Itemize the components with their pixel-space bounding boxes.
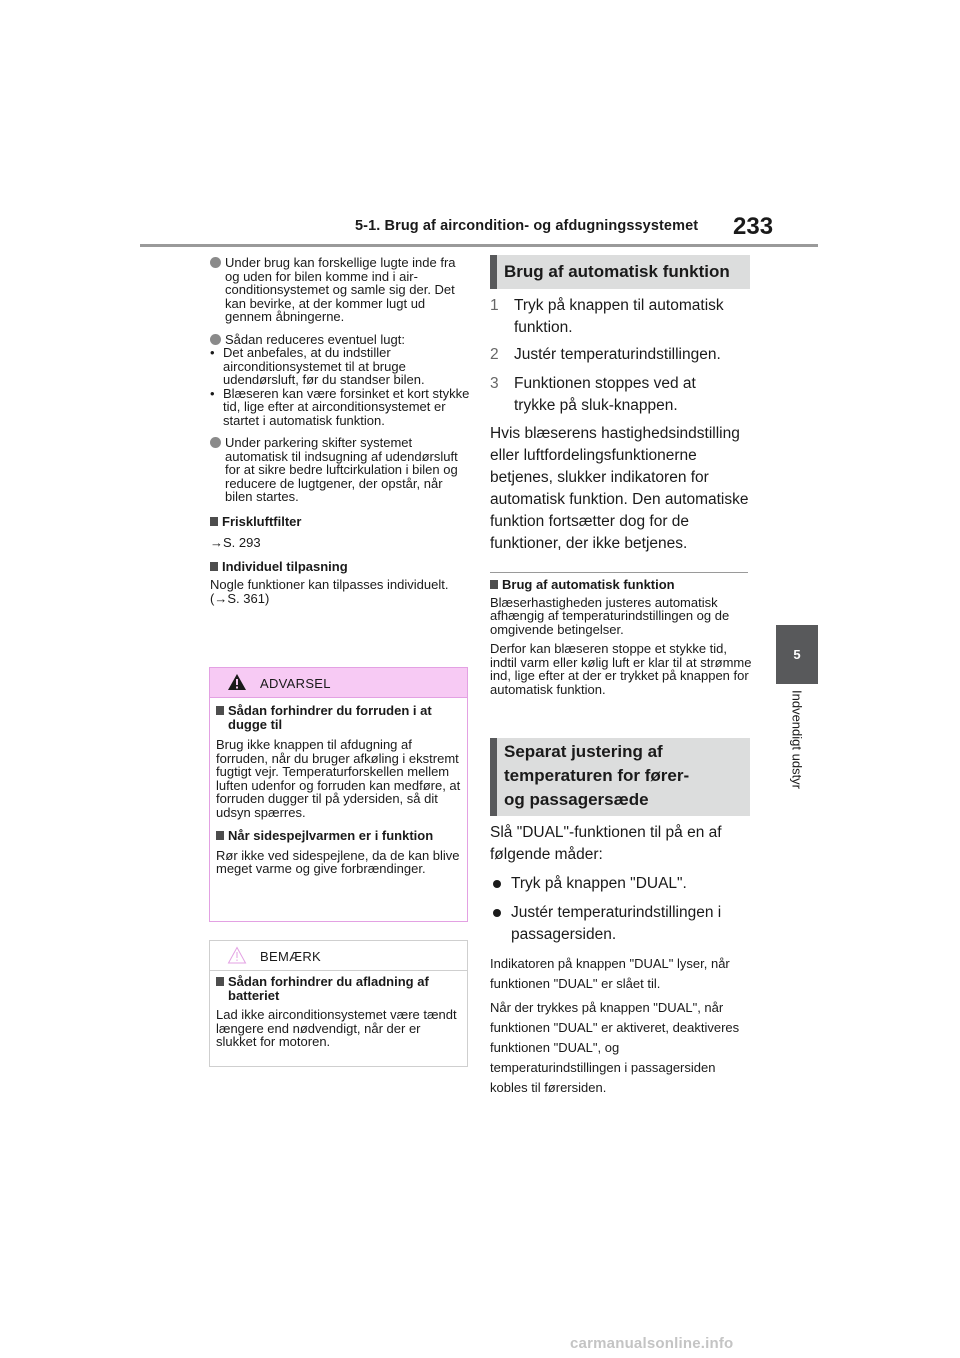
notice-heading: Sådan forhindrer du afladning af batteriet: [216, 975, 461, 1002]
arrow-right-icon: →: [214, 590, 228, 606]
sub-text: Det anbefales, at du indstiller airconditionsystemet til at bruge udendørsluft, før du standser bilen.: [223, 345, 425, 387]
chapter-label-container: [780, 690, 814, 850]
warning-triangle-icon: [227, 673, 247, 691]
dual-note-1: Indikatoren på knappen "DUAL" lyser, når funktionen "DUAL" er slået til.: [490, 956, 730, 991]
sub-list-item: [210, 387, 472, 428]
notice-body: [216, 975, 461, 1049]
arrow-right-icon: →: [210, 535, 223, 550]
square-marker-icon: [210, 562, 218, 571]
list-item: Justér temperaturindstillingen i passagersiden.: [490, 902, 749, 946]
list-item: [210, 333, 472, 347]
auto-subsection: [490, 578, 752, 696]
list-item: [210, 256, 472, 324]
step-1: 1 Tryk på knappen til automatisk funktion.: [490, 297, 724, 336]
sub-list-item: [210, 346, 472, 387]
custom-reference[interactable]: S. 361: [227, 590, 265, 606]
square-marker-icon: [216, 977, 224, 986]
bullet-dot-icon: [493, 880, 501, 888]
bullet-dot-icon: [210, 437, 221, 448]
dual-intro: Slå "DUAL"-funktionen til på en af følgende måder:: [490, 824, 722, 863]
square-marker-icon: [216, 706, 224, 715]
list-item: [210, 436, 472, 504]
auto-sub-text-2: Derfor kan blæseren stoppe et stykke tid, indtil varm eller kølig luft er klar til at strømme ind, lige efter at der er trykket på knappen for automatisk funktion.: [490, 641, 752, 697]
notice-box: [209, 940, 468, 1067]
chapter-tab: 5: [776, 625, 818, 684]
warning-text-1: Brug ikke knappen til afdugning af forruden, når du bruger afkøling i ekstremt fugtigt vejr. Temperaturforskellen mellem luften udenfor og forruden kan medføre, at forruden dugger til på ydersiden, så dit udsyn spærres.: [216, 737, 461, 820]
warning-header: [210, 668, 467, 698]
chapter-label: Indvendigt udstyr: [789, 690, 805, 790]
bullet-text: Sådan reduceres eventuel lugt:: [225, 331, 405, 347]
notice-triangle-icon: [227, 946, 247, 964]
notice-header: [210, 941, 467, 971]
warning-box: [209, 667, 468, 922]
auto-paragraph: Hvis blæserens hastighedsindstilling eller luftfordelingsfunktionerne betjenes, slukker indikatoren for automatisk funktion. Den automatiske funktion fortsætter dog for de funktioner, der ikke betjenes.: [490, 425, 749, 552]
warning-heading-2: Når sidespejlvarmen er i funktion: [216, 829, 461, 843]
notice-title: BEMÆRK: [260, 949, 322, 964]
notice-text: Lad ikke airconditionsystemet være tændt længere end nødvendigt, når der er slukket for motoren.: [216, 1007, 457, 1049]
custom-heading: Individuel tilpasning: [210, 560, 472, 574]
bullet-text: Under parkering skifter systemet automatisk til indsugning af udendørsluft for at sikre bedre luftcirkulation i bilen og reducere de lugtgener, der opstår, når bilen startes.: [225, 435, 458, 504]
sub-text: Blæseren kan være forsinket et kort stykke tid, lige efter at airconditionsystemet er startet i automatisk funktion.: [223, 385, 470, 428]
sub-bullet-marker: •: [210, 345, 215, 360]
watermark: carmanualsonline.info: [570, 1335, 734, 1352]
section-divider: [490, 572, 748, 573]
section-title: 5-1. Brug af aircondition- og afdugningssystemet: [355, 218, 699, 234]
dual-note-2: Når der trykkes på knappen "DUAL", når funktionen "DUAL" er aktiveret, deaktiveres funktionen "DUAL", og temperaturindstillingen i passagersiden kobles til førersiden.: [490, 1000, 740, 1095]
bullet-text: Under brug kan forskellige lugte inde fra og uden for bilen komme ind i air-conditionsystemet og samle sig der. Det kan bevirke, at der kommer lugt ud gennem åbningerne.: [225, 255, 456, 324]
custom-text: Nogle funktioner kan tilpasses individuelt. (→S. 361): [210, 577, 449, 606]
bullet-dot-icon: [210, 334, 221, 345]
bullet-dot-icon: [493, 909, 501, 917]
list-item: Tryk på knappen "DUAL".: [490, 873, 752, 895]
auto-sub-heading: Brug af automatisk funktion: [490, 578, 752, 592]
bullet-dot-icon: [210, 257, 221, 268]
auto-sub-text-1: Blæserhastigheden justeres automatisk afhængig af temperaturindstillingen og de omgivende betingelser.: [490, 594, 730, 637]
warning-text-2: Rør ikke ved sidespejlene, da de kan blive meget varme og give forbrændinger.: [216, 847, 460, 876]
sub-bullet-marker: •: [210, 385, 215, 401]
step-3: 3 Funktionen stoppes ved at trykke på sluk-knappen.: [490, 375, 696, 414]
dual-section-heading: Separat justering af temperaturen for fører- og passagersæde: [490, 738, 750, 816]
warning-heading-1: Sådan forhindrer du forruden i at dugge til: [216, 704, 461, 731]
square-marker-icon: [216, 831, 224, 840]
filter-heading: Friskluftfilter: [210, 515, 472, 529]
square-marker-icon: [210, 517, 218, 526]
header-divider: [140, 244, 818, 247]
auto-section-heading: Brug af automatisk funktion: [490, 255, 750, 289]
filter-reference[interactable]: →S. 293: [210, 535, 261, 550]
warning-title: ADVARSEL: [260, 676, 331, 691]
square-marker-icon: [490, 580, 498, 589]
page-number: 233: [733, 213, 774, 240]
dual-content: [490, 822, 752, 1098]
step-2: 2 Justér temperaturindstillingen.: [490, 346, 721, 363]
left-column: [210, 256, 472, 605]
warning-body: [216, 704, 461, 876]
